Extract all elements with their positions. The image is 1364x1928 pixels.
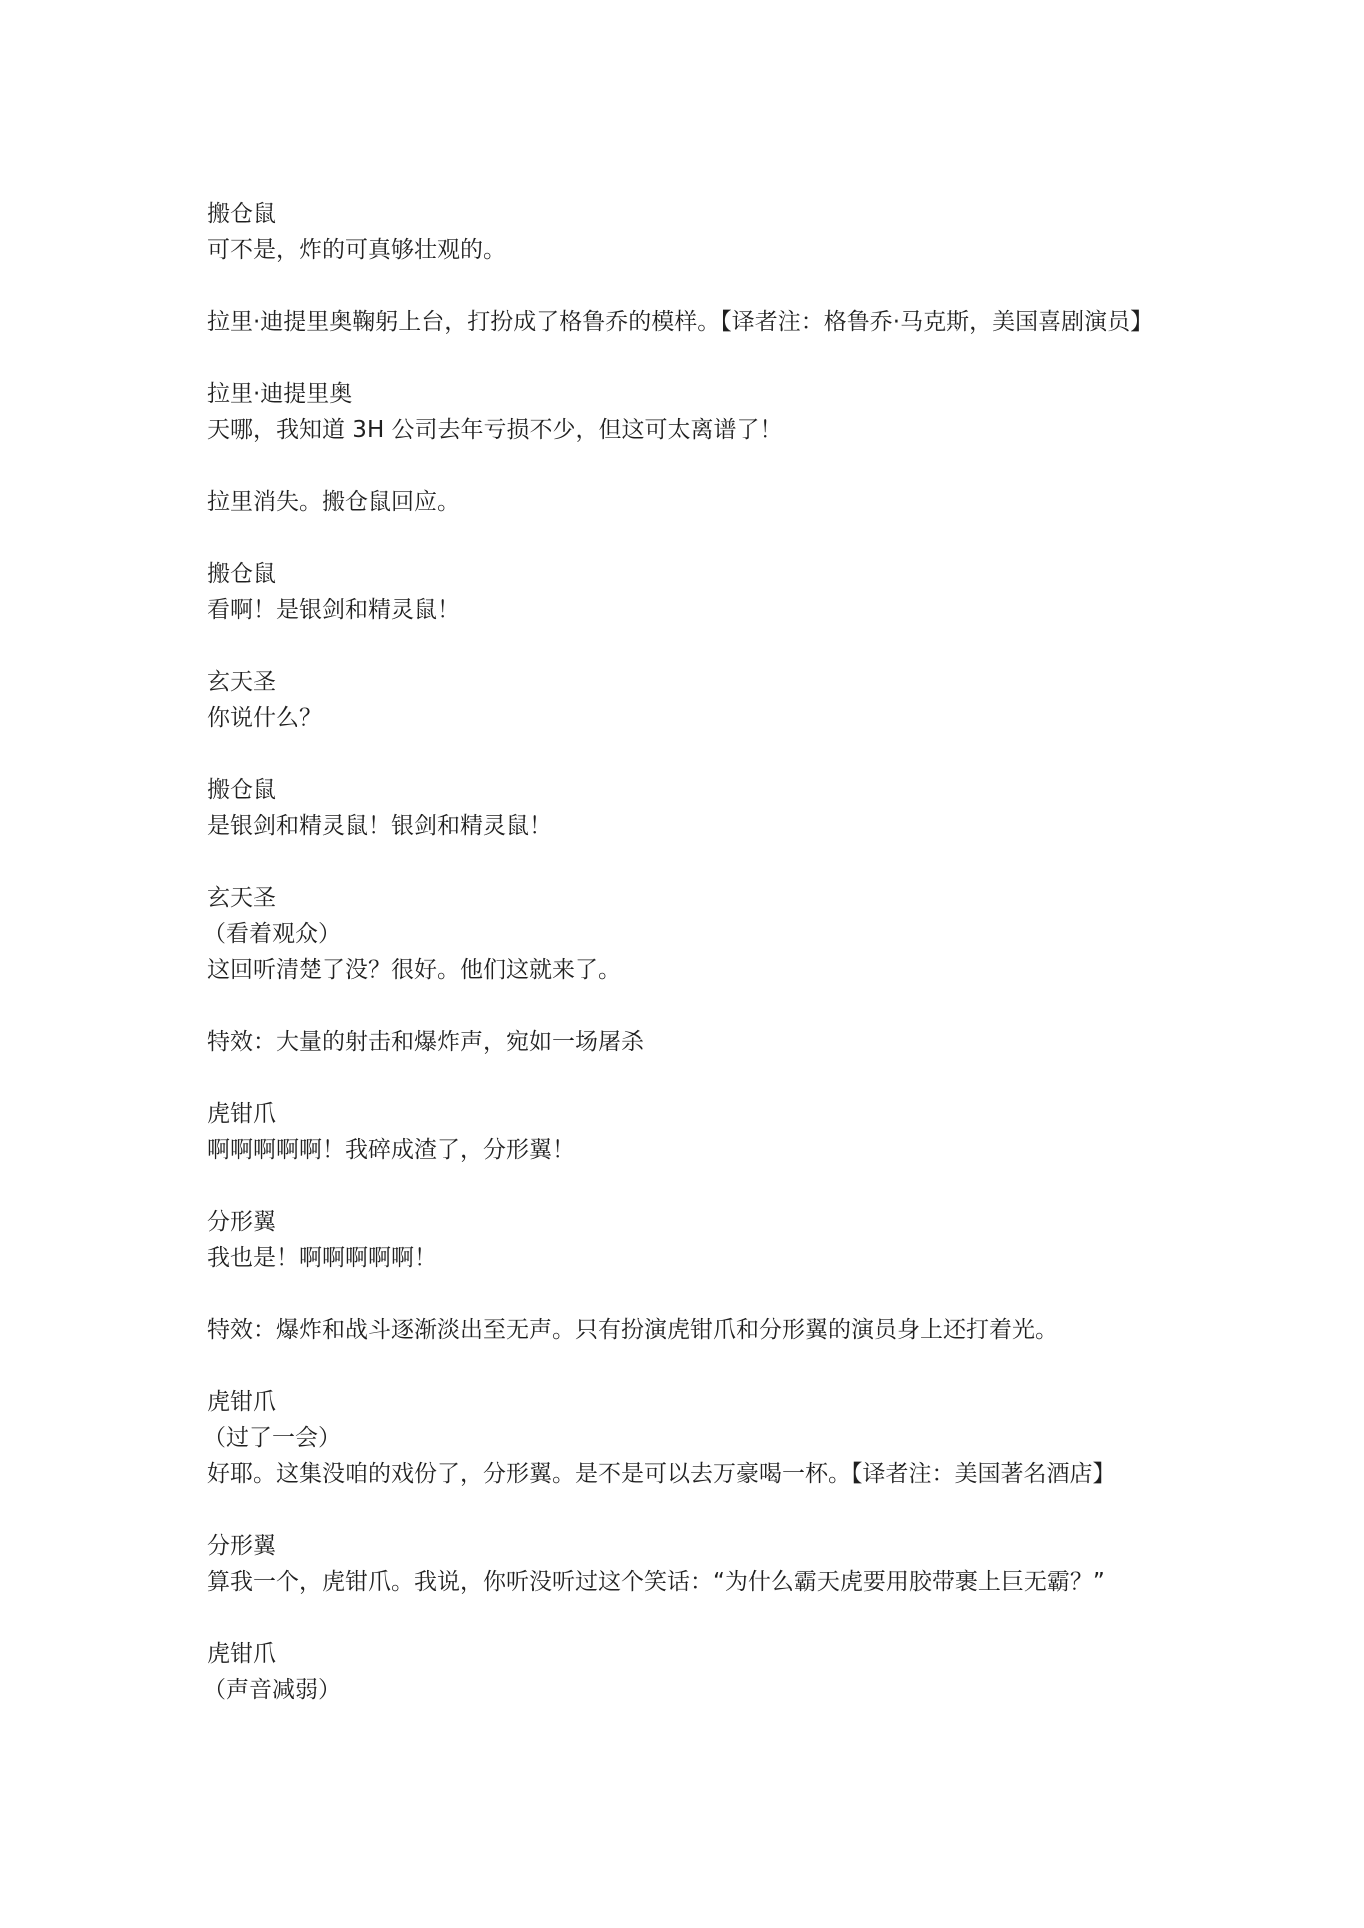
parenthetical: （过了一会） [203,1425,341,1451]
script-body [203,196,1167,1744]
stage-direction [207,304,1167,340]
direction-text: 特效：爆炸和战斗逐渐淡出至无声。只有扮演虎钳爪和分形翼的演员身上还打着光。 [207,1317,1058,1343]
stage-direction [207,1024,1167,1060]
dialogue-block [203,880,1167,988]
speaker-name: 虎钳爪 [207,1101,276,1127]
dialogue-line: 好耶。这集没咱的戏份了，分形翼。是不是可以去万豪喝一杯。【译者注：美国著名酒店】 [207,1461,1116,1487]
dialogue-line: 算我一个，虎钳爪。我说，你听没听过这个笑话：“为什么霸天虎要用胶带裹上巨无霸？” [207,1569,1105,1595]
dialogue-block [207,1204,1167,1276]
dialogue-line: 我也是！啊啊啊啊啊！ [207,1245,437,1271]
dialogue-block [207,196,1167,268]
dialogue-line: 是银剑和精灵鼠！银剑和精灵鼠！ [207,813,552,839]
speaker-name: 虎钳爪 [207,1641,276,1667]
dialogue-line: 可不是，炸的可真够壮观的。 [207,237,506,263]
parenthetical: （看着观众） [203,921,341,947]
dialogue-block [207,1096,1167,1168]
direction-text: 特效：大量的射击和爆炸声，宛如一场屠杀 [207,1029,644,1055]
speaker-name: 玄天圣 [207,669,276,695]
dialogue-block [207,556,1167,628]
direction-text: 拉里·迪提里奥鞠躬上台，打扮成了格鲁乔的模样。【译者注：格鲁乔·马克斯，美国喜剧演员】 [207,309,1154,335]
speaker-name: 玄天圣 [207,885,276,911]
speaker-name: 搬仓鼠 [207,201,276,227]
stage-direction [207,1312,1167,1348]
speaker-name: 拉里·迪提里奥 [207,381,353,407]
dialogue-line: 天哪，我知道 3H 公司去年亏损不少，但这可太离谱了！ [207,417,783,443]
dialogue-line: 这回听清楚了没？很好。他们这就来了。 [207,957,621,983]
dialogue-block [203,1384,1167,1492]
speaker-name: 分形翼 [207,1533,276,1559]
dialogue-line: 看啊！是银剑和精灵鼠！ [207,597,460,623]
dialogue-line: 你说什么？ [207,705,322,731]
speaker-name: 搬仓鼠 [207,777,276,803]
dialogue-block [203,1636,1167,1708]
speaker-name: 虎钳爪 [207,1389,276,1415]
dialogue-block [207,1528,1167,1600]
dialogue-block [207,376,1167,448]
dialogue-block [207,664,1167,736]
speaker-name: 分形翼 [207,1209,276,1235]
direction-text: 拉里消失。搬仓鼠回应。 [207,489,460,515]
dialogue-block [207,772,1167,844]
dialogue-line: 啊啊啊啊啊！我碎成渣了，分形翼！ [207,1137,575,1163]
parenthetical: （声音减弱） [203,1677,341,1703]
stage-direction [207,484,1167,520]
speaker-name: 搬仓鼠 [207,561,276,587]
